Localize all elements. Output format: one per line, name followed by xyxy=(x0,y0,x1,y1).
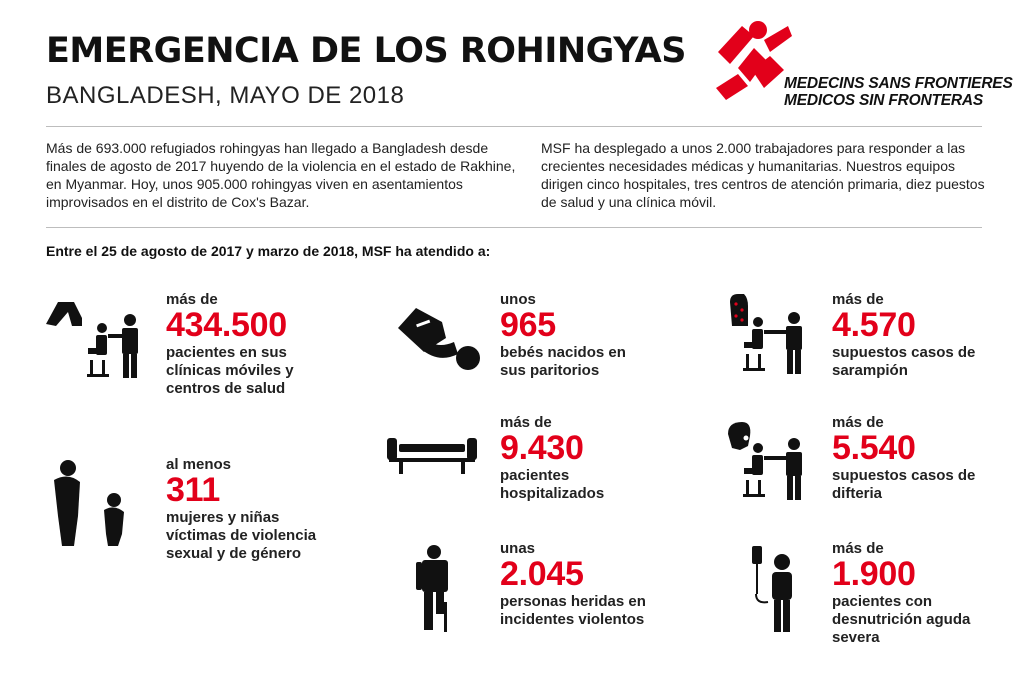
stat-prefix: unas xyxy=(500,540,536,557)
stat-diphtheria xyxy=(832,414,982,503)
stat-prefix: más de xyxy=(500,414,552,431)
stat-prefix: al menos xyxy=(166,456,232,473)
hospital-bed-icon xyxy=(385,434,480,476)
stat-description: pacientes hospitalizados xyxy=(500,467,605,502)
measles-icon xyxy=(724,292,814,382)
page-subtitle: BANGLADESH, MAYO DE 2018 xyxy=(46,82,405,109)
stat-malnutrition xyxy=(832,540,982,647)
stat-number: 434.500 xyxy=(166,306,287,344)
stat-number: 311 xyxy=(166,471,220,509)
stat-prefix: más de xyxy=(166,291,218,308)
divider xyxy=(46,126,982,127)
logo-line-french: MEDECINS SANS FRONTIERES xyxy=(784,75,1013,92)
stat-prefix: unos xyxy=(500,291,536,308)
malnutrition-icon xyxy=(748,544,808,636)
stat-injured xyxy=(500,540,670,629)
stat-measles xyxy=(832,291,982,380)
stat-number: 5.540 xyxy=(832,429,916,467)
mobile-clinic-icon xyxy=(44,298,154,380)
page-title: EMERGENCIA DE LOS ROHINGYAS xyxy=(46,31,686,71)
stat-description: bebés nacidos en sus paritorios xyxy=(500,344,626,379)
stat-description: mujeres y niñas víctimas de violencia sexual y de género xyxy=(166,509,317,562)
stat-number: 4.570 xyxy=(832,306,916,344)
msf-logo xyxy=(714,12,1013,112)
stat-description: supuestos casos de sarampión xyxy=(832,344,976,379)
stat-women xyxy=(166,456,336,563)
stat-clinics xyxy=(166,291,326,398)
stat-description: personas heridas en incidentes violentos xyxy=(500,593,646,628)
logo-line-spanish: MEDICOS SIN FRONTERAS xyxy=(784,92,984,109)
stat-prefix: más de xyxy=(832,291,884,308)
stat-number: 1.900 xyxy=(832,555,916,593)
stat-prefix: más de xyxy=(832,540,884,557)
stat-number: 965 xyxy=(500,306,556,344)
stat-number: 2.045 xyxy=(500,555,584,593)
intro-paragraph-left: Más de 693.000 refugiados rohingyas han llegado a Bangladesh desde finales de agosto de 2017 huyendo de la violencia en el estado de Rakhine, en Myanmar. Hoy, unos 905.000 rohingyas viven en asentamientos improvisados en el distrito de Cox's Bazar. xyxy=(46,140,516,210)
stat-description: pacientes con desnutrición aguda severa xyxy=(832,593,971,646)
stat-description: supuestos casos de difteria xyxy=(832,467,976,502)
injured-person-icon xyxy=(412,544,462,634)
intro-paragraph-right: MSF ha desplegado a unos 2.000 trabajadores para responder a las crecientes necesidades médicas y humanitarias. Nuestros equipos dirigen cinco hospitales, tres centros de atención primaria, diez puestos de salud y una clínica móvil. xyxy=(541,140,985,210)
stat-description: pacientes en sus clínicas móviles y centros de salud xyxy=(166,344,294,397)
divider xyxy=(46,227,982,228)
baby-birth-icon xyxy=(394,304,486,376)
lead-sentence: Entre el 25 de agosto de 2017 y marzo de 2018, MSF ha atendido a: xyxy=(46,243,491,259)
msf-running-man-icon xyxy=(714,12,794,104)
women-victims-icon xyxy=(44,458,134,548)
stat-number: 9.430 xyxy=(500,429,584,467)
stat-prefix: más de xyxy=(832,414,884,431)
stat-hospitalized xyxy=(500,414,660,503)
stat-births xyxy=(500,291,650,380)
diphtheria-icon xyxy=(722,418,812,506)
